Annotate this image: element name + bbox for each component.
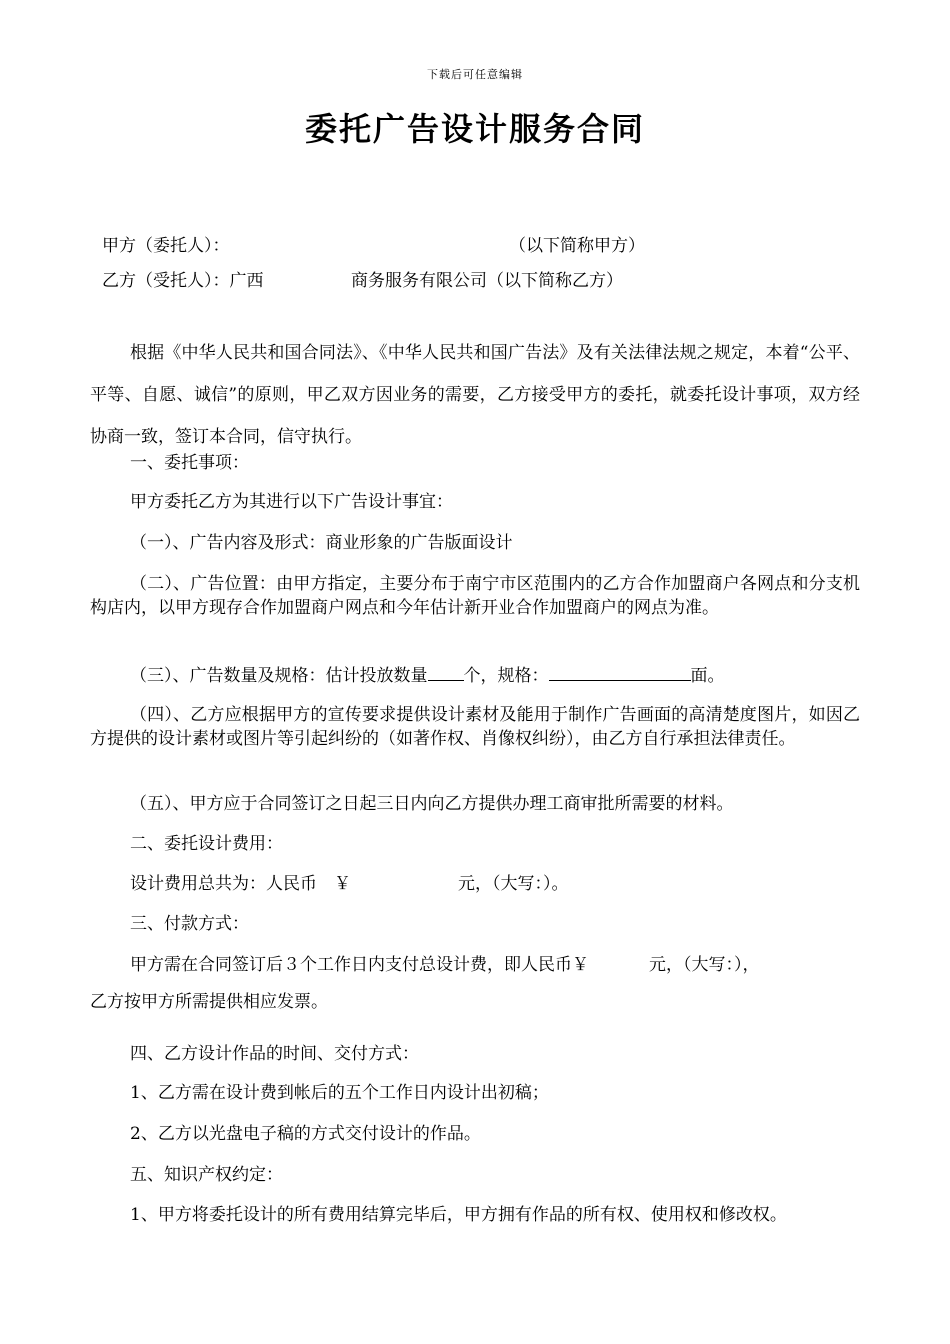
item3-post: 面。 bbox=[690, 666, 725, 686]
quantity-blank bbox=[428, 662, 464, 681]
payment-post: 元，（大写：）， bbox=[649, 955, 760, 975]
section1-item2: （二）、广告位置：由甲方指定，主要分布于南宁市区范围内的乙方合作加盟商户各网点和分支机构店内，以甲方现存合作加盟商户网点和今年估计新开业合作加盟商户的网点为准。 bbox=[90, 574, 860, 618]
section4-item2: 2、乙方以光盘电子稿的方式交付设计的作品。 bbox=[130, 1124, 481, 1144]
item3-mid: 个，规格： bbox=[463, 666, 549, 686]
spec-blank bbox=[549, 662, 691, 681]
party-b-label: 乙方（受托人）：广西 bbox=[102, 271, 264, 291]
intro-paragraph: 根据《中华人民共和国合同法》、《中华人民共和国广告法》及有关法律法规之规定，本着“公平、平等、自愿、诚信”的原则，甲乙双方因业务的需要，乙方接受甲方的委托，就委托设计事项，双方经协商一致，签订本合同，信守执行。 bbox=[90, 343, 860, 447]
section3-line1 bbox=[130, 954, 760, 976]
section4-heading: 四、乙方设计作品的时间、交付方式： bbox=[130, 1044, 419, 1064]
section1-item5: （五）、甲方应于合同签订之日起三日内向乙方提供办理工商审批所需要的材料。 bbox=[130, 794, 734, 814]
payment-pre: 甲方需在合同签订后３个工作日内支付总设计费，即人民币￥ bbox=[130, 955, 589, 975]
party-b-company: 商务服务有限公司（以下简称乙方） bbox=[351, 271, 623, 291]
section3-line2: 乙方按甲方所需提供相应发票。 bbox=[90, 992, 328, 1012]
section1-heading: 一、委托事项： bbox=[130, 453, 249, 473]
fee-post: 元，（大写：）。 bbox=[458, 874, 569, 894]
section1-lead: 甲方委托乙方为其进行以下广告设计事宜： bbox=[130, 492, 453, 512]
fee-pre: 设计费用总共为：人民币 ￥ bbox=[130, 874, 351, 894]
document-title: 委托广告设计服务合同 bbox=[304, 110, 645, 148]
party-a-label: 甲方（委托人）： bbox=[102, 236, 230, 256]
section1-item3 bbox=[130, 662, 725, 687]
section4-item1: 1、乙方需在设计费到帐后的五个工作日内设计出初稿； bbox=[130, 1083, 549, 1103]
section1-item1: （一）、广告内容及形式：商业形象的广告版面设计 bbox=[130, 533, 513, 553]
section5-item1: 1、甲方将委托设计的所有费用结算完毕后，甲方拥有作品的所有权、使用权和修改权。 bbox=[130, 1205, 787, 1225]
section3-heading: 三、付款方式： bbox=[130, 914, 249, 934]
section2-fee bbox=[130, 873, 569, 895]
party-a-suffix: （以下简称甲方） bbox=[509, 236, 645, 256]
section5-heading: 五、知识产权约定： bbox=[130, 1165, 283, 1185]
section2-heading: 二、委托设计费用： bbox=[130, 834, 283, 854]
section1-item4: （四）、乙方应根据甲方的宣传要求提供设计素材及能用于制作广告画面的高清楚度图片，如因乙方提供的设计素材或图片等引起纠纷的（如著作权、肖像权纠纷），由乙方自行承担法律责任。 bbox=[90, 705, 860, 749]
header-note: 下载后可任意编辑 bbox=[427, 68, 523, 81]
item3-pre: （三）、广告数量及规格：估计投放数量 bbox=[130, 666, 428, 686]
